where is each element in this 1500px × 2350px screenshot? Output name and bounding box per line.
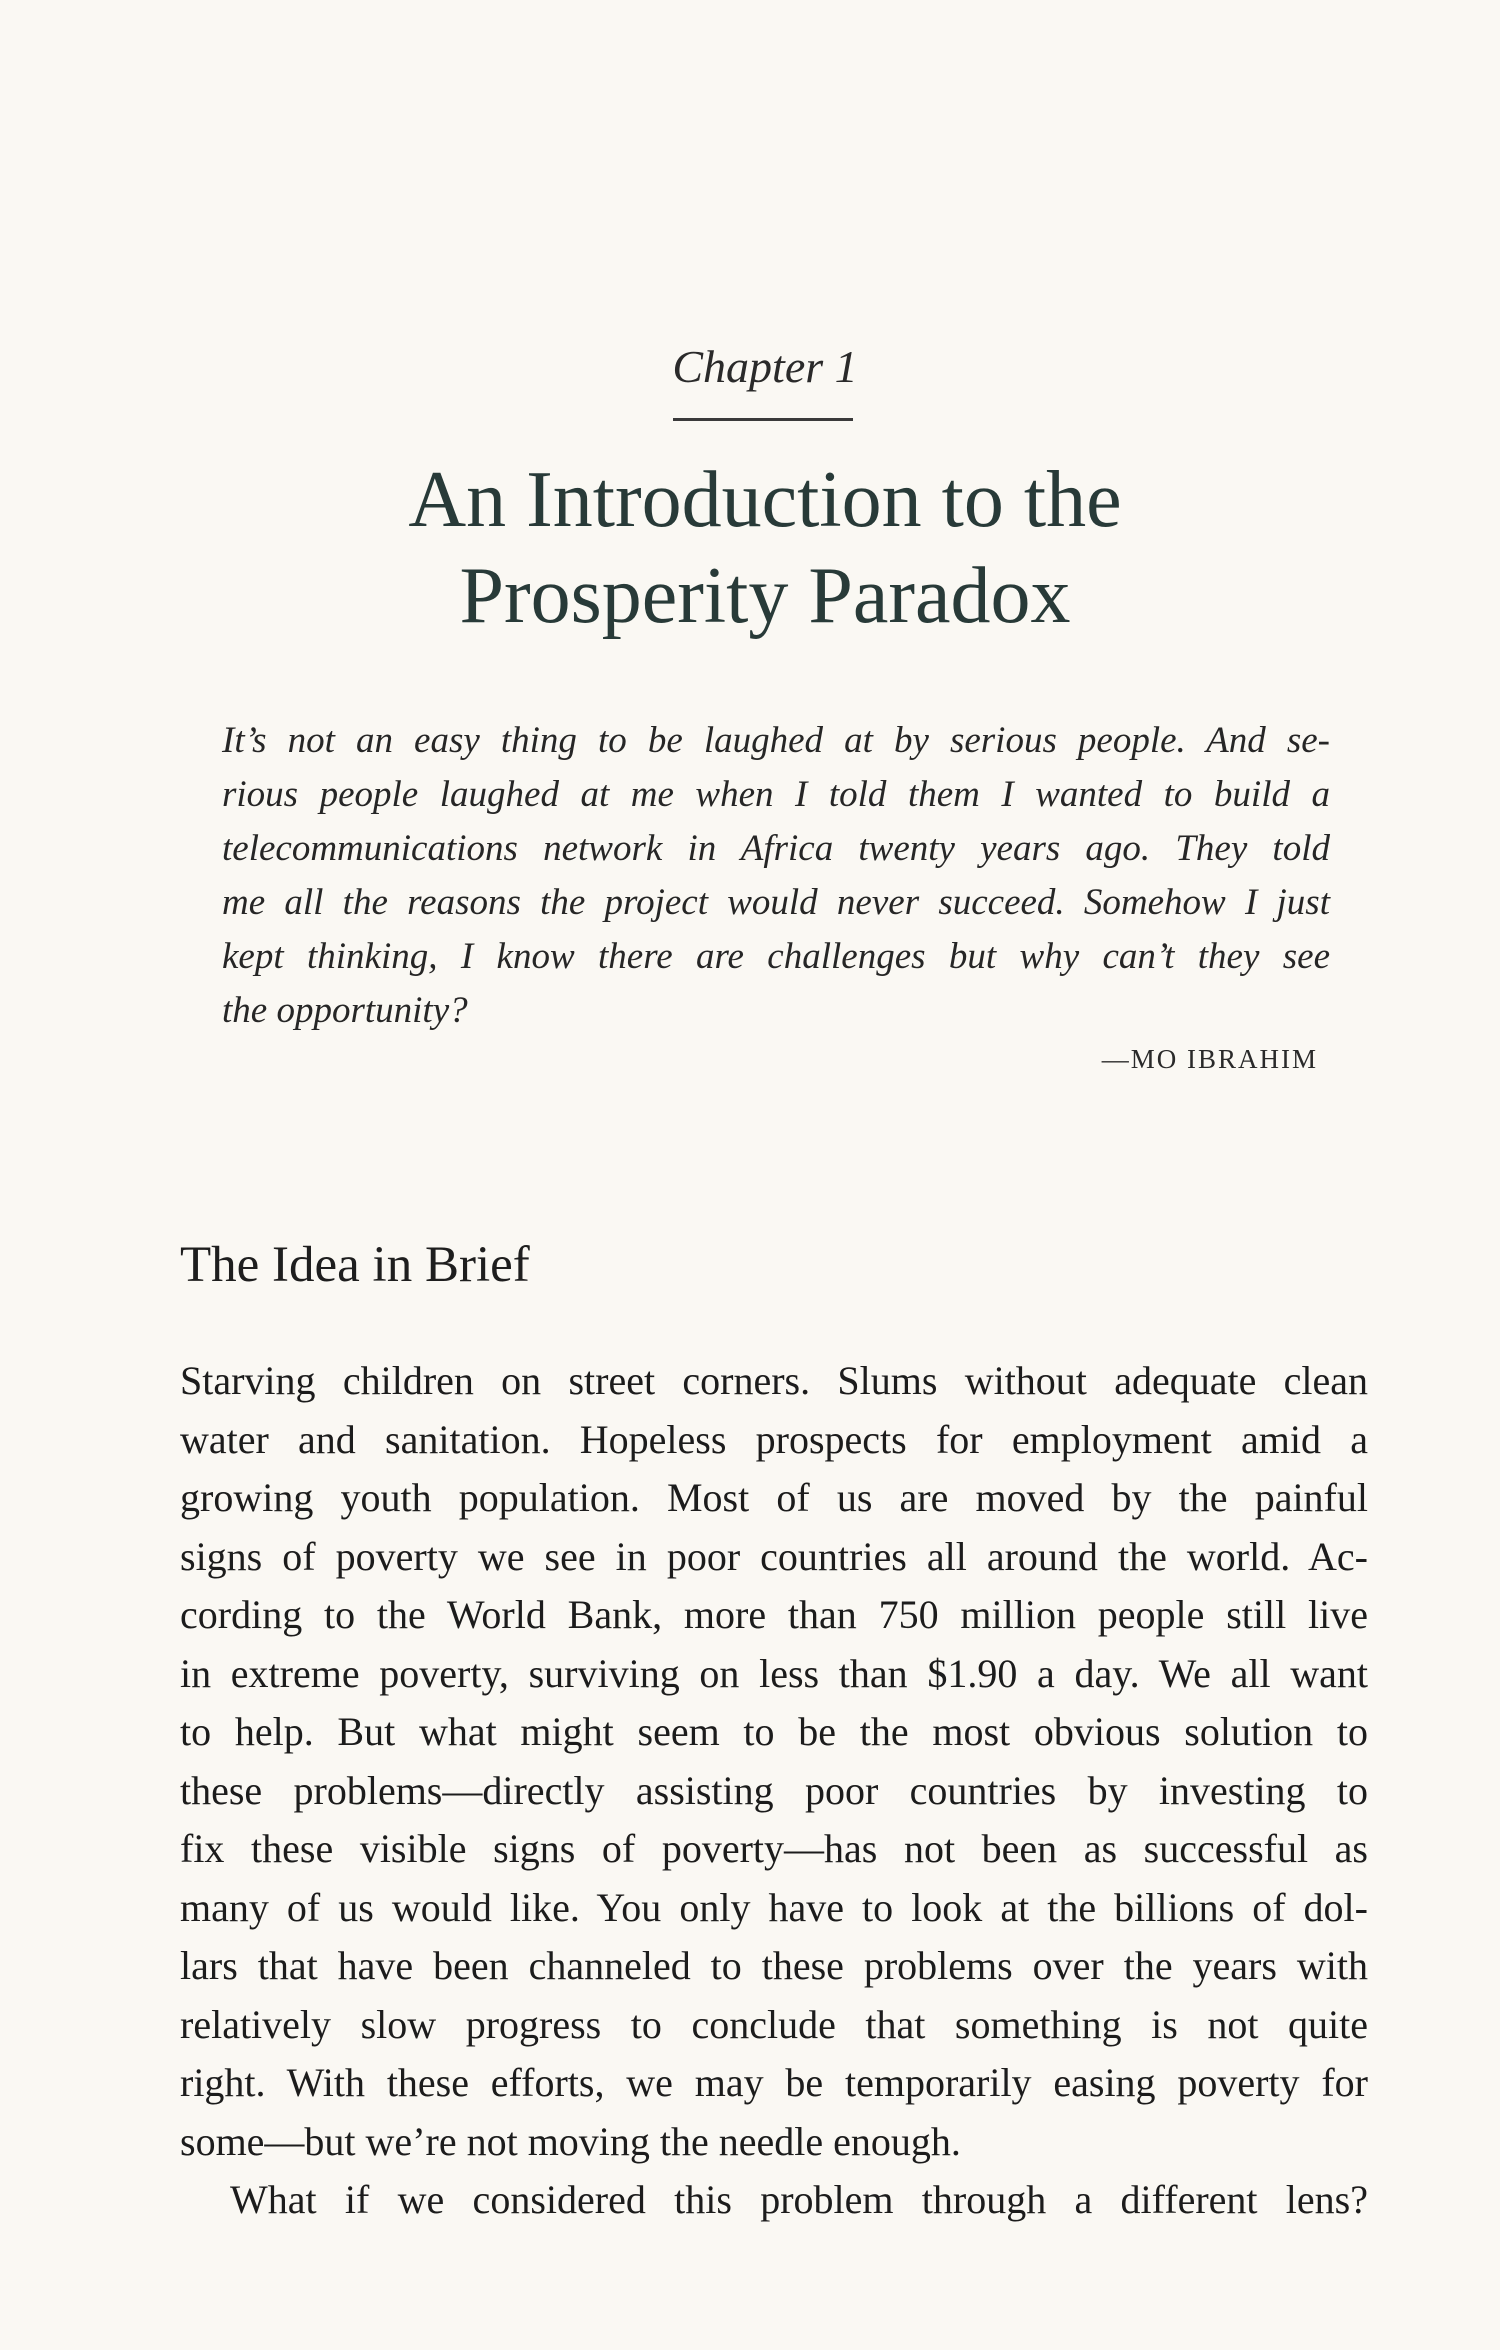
epigraph-line: me all the reasons the project would never succeed. Somehow I just xyxy=(222,882,1330,923)
body-line: cording to the World Bank, more than 750 million people still live xyxy=(180,1592,1368,1637)
epigraph-line: rious people laughed at me when I told them I wanted to build a xyxy=(222,774,1330,815)
section-heading: The Idea in Brief xyxy=(180,1237,530,1293)
chapter-title-line: Prosperity Paradox xyxy=(459,552,1071,640)
body-line: relatively slow progress to conclude that something is not quite xyxy=(180,2001,1368,2047)
chapter-title-line: An Introduction to the xyxy=(408,456,1122,544)
body-line: these problems—directly assisting poor countries by investing to xyxy=(180,1767,1368,1813)
chapter-title xyxy=(0,452,1500,644)
body-line: right. With these efforts, we may be temporarily easing poverty for xyxy=(180,2060,1368,2105)
body-line: lars that have been channeled to these problems over the years with xyxy=(180,1943,1368,1988)
body-line: growing youth population. Most of us are moved by the painful xyxy=(180,1475,1368,1520)
body-line: many of us would like. You only have to look at the billions of dol- xyxy=(180,1884,1368,1930)
body-line: fix these visible signs of poverty—has not been as successful as xyxy=(180,1826,1368,1871)
body-text xyxy=(180,1352,1368,2230)
body-line: signs of poverty we see in poor countries all around the world. Ac- xyxy=(180,1533,1368,1579)
epigraph-quote xyxy=(222,714,1330,1038)
epigraph-attribution: —MO IBRAHIM xyxy=(1101,1044,1318,1074)
body-line: to help. But what might seem to be the most obvious solution to xyxy=(180,1709,1368,1754)
chapter-divider-rule xyxy=(673,418,853,421)
body-line: Starving children on street corners. Slums without adequate clean xyxy=(180,1358,1368,1403)
epigraph-line: It’s not an easy thing to be laughed at by serious people. And se- xyxy=(222,720,1330,761)
epigraph-line: the opportunity? xyxy=(222,990,468,1031)
body-line: some—but we’re not moving the needle enough. xyxy=(180,2118,961,2164)
epigraph-line: telecommunications network in Africa twenty years ago. They told xyxy=(222,828,1330,869)
epigraph-line: kept thinking, I know there are challenges but why can’t they see xyxy=(222,936,1330,977)
body-line: water and sanitation. Hopeless prospects for employment amid a xyxy=(180,1416,1368,1462)
chapter-label: Chapter 1 xyxy=(672,341,858,392)
body-line: What if we considered this problem through a different lens? xyxy=(230,2177,1368,2222)
body-line: in extreme poverty, surviving on less than $1.90 a day. We all want xyxy=(180,1650,1368,1696)
